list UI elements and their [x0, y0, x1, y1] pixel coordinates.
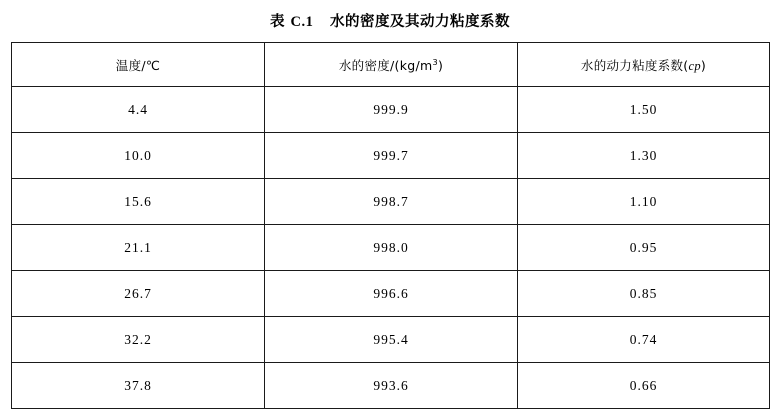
cell-density: 995.4	[265, 317, 518, 363]
table-caption	[0, 0, 780, 42]
table-row	[12, 271, 770, 317]
cell-temperature: 32.2	[12, 317, 265, 363]
caption-title: 水的密度及其动力粘度系数	[330, 14, 511, 30]
table-row	[12, 179, 770, 225]
header-text-density: 水的密度/(kg/m	[338, 57, 433, 73]
column-header-viscosity	[518, 43, 770, 87]
cell-viscosity: 1.50	[518, 87, 770, 133]
caption-label: 表	[269, 14, 285, 30]
cell-density: 998.0	[265, 225, 518, 271]
column-header-temperature	[12, 43, 265, 87]
cell-temperature: 10.0	[12, 133, 265, 179]
cell-density: 993.6	[265, 363, 518, 409]
cell-viscosity: 0.66	[518, 363, 770, 409]
header-density-exponent: 3	[432, 56, 438, 67]
cell-temperature: 15.6	[12, 179, 265, 225]
cell-temperature: 4.4	[12, 87, 265, 133]
water-properties-table	[11, 42, 770, 409]
cell-density: 999.9	[265, 87, 518, 133]
table-header-row	[12, 43, 770, 87]
cell-density: 998.7	[265, 179, 518, 225]
header-text-temperature: 温度/℃	[115, 57, 161, 73]
cell-viscosity: 0.95	[518, 225, 770, 271]
cell-density: 996.6	[265, 271, 518, 317]
header-density-tail: )	[437, 57, 444, 73]
cell-viscosity: 0.74	[518, 317, 770, 363]
cell-viscosity: 0.85	[518, 271, 770, 317]
cell-temperature: 26.7	[12, 271, 265, 317]
cell-density: 999.7	[265, 133, 518, 179]
column-header-density	[265, 43, 518, 87]
table-row	[12, 133, 770, 179]
header-text-viscosity: 水的动力粘度系数(	[580, 57, 689, 73]
header-viscosity-tail: )	[700, 57, 707, 73]
cell-viscosity: 1.30	[518, 133, 770, 179]
table-row	[12, 87, 770, 133]
table-row	[12, 225, 770, 271]
cell-temperature: 37.8	[12, 363, 265, 409]
cell-viscosity: 1.10	[518, 179, 770, 225]
header-viscosity-unit: cp	[688, 58, 701, 73]
cell-temperature: 21.1	[12, 225, 265, 271]
caption-number: C.1	[290, 14, 314, 30]
table-container	[0, 42, 780, 409]
table-row	[12, 317, 770, 363]
table-row	[12, 363, 770, 409]
